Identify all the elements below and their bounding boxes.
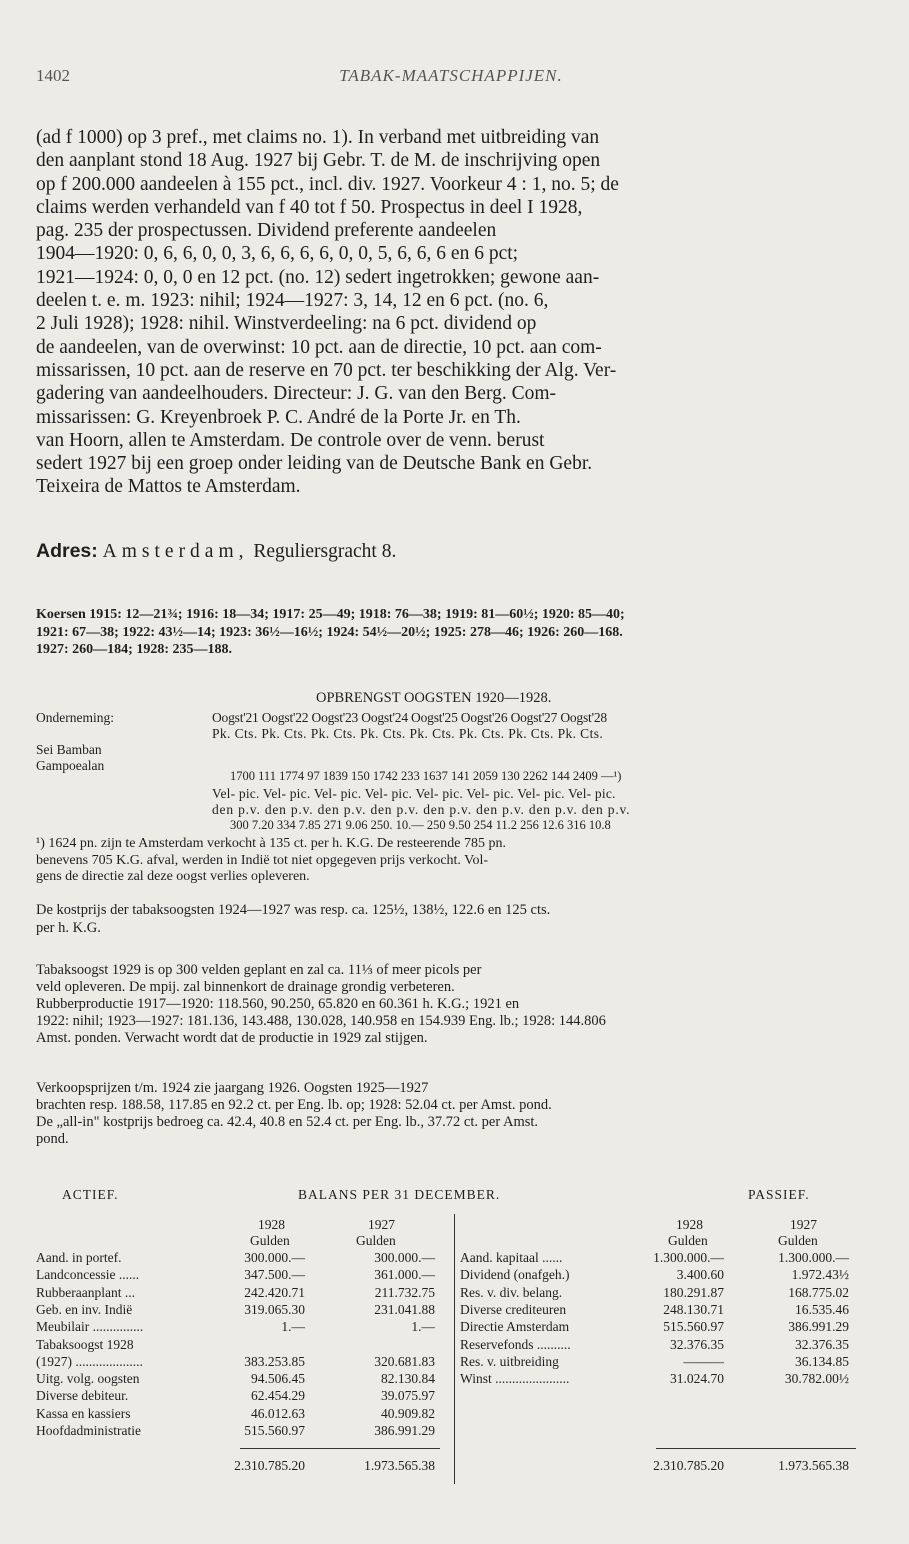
- passief-row-label: Directie Amsterdam: [460, 1319, 570, 1335]
- passief-row-label: Dividend (onafgeh.): [460, 1267, 570, 1283]
- oogsten-col-headers: Oogst'21 Oogst'22 Oogst'23 Oogst'24 Oogst'25 Oogst'26 Oogst'27 Oogst'28: [212, 710, 607, 725]
- passief-row-value-1927: 1.300.000.—: [778, 1250, 849, 1265]
- oogsten-name-2: Gampoealan: [36, 758, 105, 773]
- running-title: TABAK-MAATSCHAPPIJEN.: [339, 66, 563, 85]
- passief-year-1928: 1928: [676, 1217, 703, 1232]
- koersen-block: [36, 606, 866, 659]
- tabaksoogst-block: [36, 962, 866, 1047]
- intro-line: op f 200.000 aandeelen à 155 pct., incl. div. 1927. Voorkeur 4 : 1, no. 5; de: [36, 173, 619, 195]
- actief-title: ACTIEF.: [62, 1187, 119, 1202]
- tabaksoogst-line: Tabaksoogst 1929 is op 300 velden geplant en zal ca. 11⅓ of meer picols per: [36, 962, 482, 978]
- address-city: Amsterdam,: [102, 541, 249, 562]
- passief-row-value-1927: 30.782.00½: [784, 1371, 849, 1387]
- actief-row-value-1927: 361.000.—: [374, 1267, 435, 1283]
- intro-line: Teixeira de Mattos te Amsterdam.: [36, 476, 301, 498]
- intro-line: deelen t. e. m. 1923: nihil; 1924—1927: 3, 14, 12 en 6 pct. (no. 6,: [36, 290, 549, 312]
- intro-line: missarissen, 10 pct. aan de reserve en 70 pct. ter beschikking der Alg. Ver-: [36, 359, 617, 381]
- actief-row-value-1928: 300.000.—: [244, 1250, 305, 1265]
- tabaksoogst-line: Rubberproductie 1917—1920: 118.560, 90.250, 65.820 en 60.361 h. K.G.; 1921 en: [36, 996, 520, 1012]
- passief-row-label: Aand. kapitaal ......: [460, 1250, 563, 1265]
- intro-line: 2 Juli 1928); 1928: nihil. Winstverdeeling: na 6 pct. dividend op: [36, 313, 537, 335]
- passief-total-rule: [656, 1448, 856, 1449]
- passief-row-value-1927: 386.991.29: [788, 1319, 849, 1335]
- column-divider: [454, 1214, 455, 1484]
- actief-row-label: Meubilair ...............: [36, 1319, 144, 1335]
- oogsten-row-den: den p.v. den p.v. den p.v. den p.v. den p.v. den p.v. den p.v. den p.v.: [212, 802, 631, 817]
- verkoopsprijzen-block: [36, 1080, 866, 1148]
- verkoop-line: pond.: [36, 1131, 69, 1147]
- address-label: Adres:: [36, 540, 98, 562]
- koersen-line: 1921: 67—38; 1922: 43½—14; 1923: 36½—16½; 1924: 54½—20½; 1925: 278—46; 1926: 260—168.: [36, 624, 623, 640]
- actief-row-label: Kassa en kassiers: [36, 1405, 131, 1421]
- page-header: [36, 66, 866, 90]
- intro-line: van Hoorn, allen te Amsterdam. De controle over de venn. berust: [36, 429, 545, 451]
- actief-row-value-1928: 94.506.45: [251, 1371, 305, 1387]
- passief-row-value-1928: 248.130.71: [663, 1301, 724, 1317]
- oogsten-row-vel: Vel- pic. Vel- pic. Vel- pic. Vel- pic. Vel- pic. Vel- pic. Vel- pic. Vel- pic.: [212, 786, 616, 801]
- passief-row-value-1928: 32.376.35: [670, 1336, 724, 1352]
- actief-row-value-1928: 242.420.71: [244, 1284, 305, 1300]
- tabaksoogst-line: Amst. ponden. Verwacht wordt dat de productie in 1929 zal stijgen.: [36, 1030, 428, 1046]
- passief-row-value-1928: ———: [683, 1353, 724, 1369]
- verkoop-line: De „all-in" kostprijs bedroeg ca. 42.4, 40.8 en 52.4 ct. per Eng. lb., 37.72 ct. per Amst.: [36, 1114, 539, 1130]
- oogsten-onderneming-label: Onderneming:: [36, 710, 114, 725]
- actief-row-label: Landconcessie ......: [36, 1267, 140, 1283]
- passief-row-value-1928: 3.400.60: [676, 1267, 724, 1283]
- actief-row-value-1927: 1.—: [411, 1319, 435, 1335]
- intro-line: de aandeelen, van de overwinst: 10 pct. aan de directie, 10 pct. aan com-: [36, 336, 602, 358]
- actief-row-label: Uitg. volg. oogsten: [36, 1371, 140, 1387]
- address-line: [36, 540, 866, 563]
- actief-row-value-1928: 383.253.85: [244, 1353, 305, 1369]
- actief-total-1928: 2.310.785.20: [234, 1458, 305, 1473]
- actief-row-label: Diverse debiteur.: [36, 1388, 129, 1404]
- passief-row-value-1927: 168.775.02: [788, 1284, 849, 1300]
- koersen-line: 1927: 260—184; 1928: 235—188.: [36, 642, 232, 657]
- actief-row-value-1927: 40.909.82: [381, 1405, 435, 1421]
- intro-line: den aanplant stond 18 Aug. 1927 bij Gebr. T. de M. de inschrijving open: [36, 150, 601, 172]
- actief-unit-1928: Gulden: [250, 1233, 290, 1248]
- actief-row-label: Aand. in portef.: [36, 1250, 122, 1265]
- verkoop-line: Verkoopsprijzen t/m. 1924 zie jaargang 1926. Oogsten 1925—1927: [36, 1080, 429, 1096]
- verkoop-line: brachten resp. 188.58, 117.85 en 92.2 ct. per Eng. lb. op; 1928: 52.04 ct. per Amst. pond.: [36, 1097, 552, 1113]
- address-street: Reguliersgracht 8.: [253, 541, 397, 562]
- intro-line: pag. 235 der prospectussen. Dividend preferente aandeelen: [36, 220, 497, 242]
- passief-row-label: Res. v. div. belang.: [460, 1284, 563, 1300]
- actief-row-value-1928: 46.012.63: [251, 1405, 305, 1421]
- passief-row-label: Diverse crediteuren: [460, 1301, 567, 1317]
- actief-row-value-1927: 300.000.—: [374, 1250, 435, 1265]
- oogsten-footnote-line: gens de directie zal deze oogst verlies opleveren.: [36, 869, 310, 884]
- actief-row-label: Tabaksoogst 1928: [36, 1336, 134, 1352]
- actief-row-value-1928: 319.065.30: [244, 1301, 305, 1317]
- actief-row-value-1927: 39.075.97: [381, 1388, 435, 1404]
- passief-row-value-1928: 1.300.000.—: [653, 1250, 724, 1265]
- oogsten-row-last: 300 7.20 334 7.85 271 9.06 250. 10.— 250 9.50 254 11.2 256 12.6 316 10.8: [230, 818, 611, 832]
- intro-line: claims werden verhandeld van f 40 tot f 50. Prospectus in deel I 1928,: [36, 196, 583, 218]
- passief-row-value-1927: 32.376.35: [795, 1336, 849, 1352]
- intro-line: missarissen: G. Kreyenbroek P. C. André de la Porte Jr. en Th.: [36, 406, 521, 428]
- oogsten-footnote: [36, 836, 866, 886]
- passief-year-1927: 1927: [790, 1217, 817, 1232]
- actief-year-1928: 1928: [258, 1217, 285, 1232]
- passief-unit-1927: Gulden: [778, 1233, 818, 1248]
- actief-total-1927: 1.973.565.38: [364, 1458, 435, 1473]
- company-description: [36, 126, 866, 499]
- passief-row-label: Winst ......................: [460, 1371, 570, 1387]
- actief-row-value-1927: 82.130.84: [381, 1371, 435, 1387]
- tabaksoogst-line: veld opleveren. De mpij. zal binnenkort de drainage grondig verbeteren.: [36, 979, 455, 995]
- actief-row-value-1927: 386.991.29: [374, 1423, 435, 1438]
- intro-line: gadering van aandeelhouders. Directeur: J. G. van den Berg. Com-: [36, 383, 557, 405]
- passief-row-label: Reservefonds ..........: [460, 1336, 571, 1352]
- actief-row-value-1928: 1.—: [281, 1319, 305, 1335]
- actief-row-value-1927: 231.041.88: [374, 1301, 435, 1317]
- actief-row-value-1928: 515.560.97: [244, 1423, 305, 1438]
- actief-row-label: Rubberaanplant ...: [36, 1284, 135, 1300]
- passief-row-value-1927: 16.535.46: [795, 1301, 849, 1317]
- tabaksoogst-line: 1922: nihil; 1923—1927: 181.136, 143.488, 130.028, 140.958 en 154.939 Eng. lb.; 1928: 144.806: [36, 1013, 606, 1029]
- intro-line: 1921—1924: 0, 0, 0 en 12 pct. (no. 12) sedert ingetrokken; gewone aan-: [36, 266, 600, 288]
- passief-unit-1928: Gulden: [668, 1233, 708, 1248]
- actief-row-value-1928: 62.454.29: [251, 1388, 305, 1404]
- oogsten-row-values: 1700 111 1774 97 1839 150 1742 233 1637 141 2059 130 2262 144 2409 —¹): [230, 769, 622, 783]
- oogsten-col-units: Pk. Cts. Pk. Cts. Pk. Cts. Pk. Cts. Pk. Cts. Pk. Cts. Pk. Cts. Pk. Cts.: [212, 726, 604, 741]
- passief-row-value-1928: 515.560.97: [663, 1319, 724, 1335]
- page-number: 1402: [36, 66, 70, 85]
- oogsten-footnote-line: benevens 705 K.G. afval, werden in Indië tot niet opgegeven prijs verkocht. Vol-: [36, 852, 489, 868]
- actief-row-label: (1927) ....................: [36, 1353, 143, 1369]
- kostprijs-block: [36, 902, 866, 937]
- balans-title: BALANS PER 31 DECEMBER.: [298, 1187, 501, 1202]
- passief-row-label: Res. v. uitbreiding: [460, 1353, 559, 1369]
- passief-row-value-1927: 1.972.43½: [791, 1267, 849, 1283]
- passief-row-value-1928: 180.291.87: [663, 1284, 724, 1300]
- actief-row-label: Geb. en inv. Indië: [36, 1301, 133, 1317]
- actief-row-value-1927: 211.732.75: [374, 1284, 435, 1300]
- oogsten-name-1: Sei Bamban: [36, 742, 102, 757]
- actief-row-value-1928: 347.500.—: [244, 1267, 305, 1283]
- passief-total-1928: 2.310.785.20: [653, 1458, 724, 1473]
- actief-row-value-1927: 320.681.83: [374, 1353, 435, 1369]
- actief-year-1927: 1927: [368, 1217, 395, 1232]
- passief-title: PASSIEF.: [748, 1187, 810, 1202]
- actief-unit-1927: Gulden: [356, 1233, 396, 1248]
- koersen-line: Koersen 1915: 12—21¾; 1916: 18—34; 1917: 25—49; 1918: 76—38; 1919: 81—60½; 1920: 85—40;: [36, 607, 625, 622]
- passief-total-1927: 1.973.565.38: [778, 1458, 849, 1473]
- passief-row-value-1928: 31.024.70: [670, 1371, 724, 1387]
- intro-line: (ad f 1000) op 3 pref., met claims no. 1). In verband met uitbreiding van: [36, 127, 600, 148]
- intro-line: sedert 1927 bij een groep onder leiding van de Deutsche Bank en Gebr.: [36, 453, 593, 475]
- oogsten-title: OPBRENGST OOGSTEN 1920—1928.: [316, 690, 552, 706]
- oogsten-footnote-line: ¹) 1624 pn. zijn te Amsterdam verkocht à 135 ct. per h. K.G. De resteerende 785 pn.: [36, 836, 506, 851]
- passief-row-value-1927: 36.134.85: [795, 1353, 849, 1369]
- intro-line: 1904—1920: 0, 6, 6, 0, 0, 3, 6, 6, 6, 6, 0, 0, 5, 6, 6, 6 en 6 pct;: [36, 243, 519, 265]
- kostprijs-line: De kostprijs der tabaksoogsten 1924—1927 was resp. ca. 125½, 138½, 122.6 en 125 cts.: [36, 902, 551, 918]
- actief-total-rule: [240, 1448, 440, 1449]
- actief-row-label: Hoofdadministratie: [36, 1423, 141, 1438]
- kostprijs-line: per h. K.G.: [36, 919, 101, 936]
